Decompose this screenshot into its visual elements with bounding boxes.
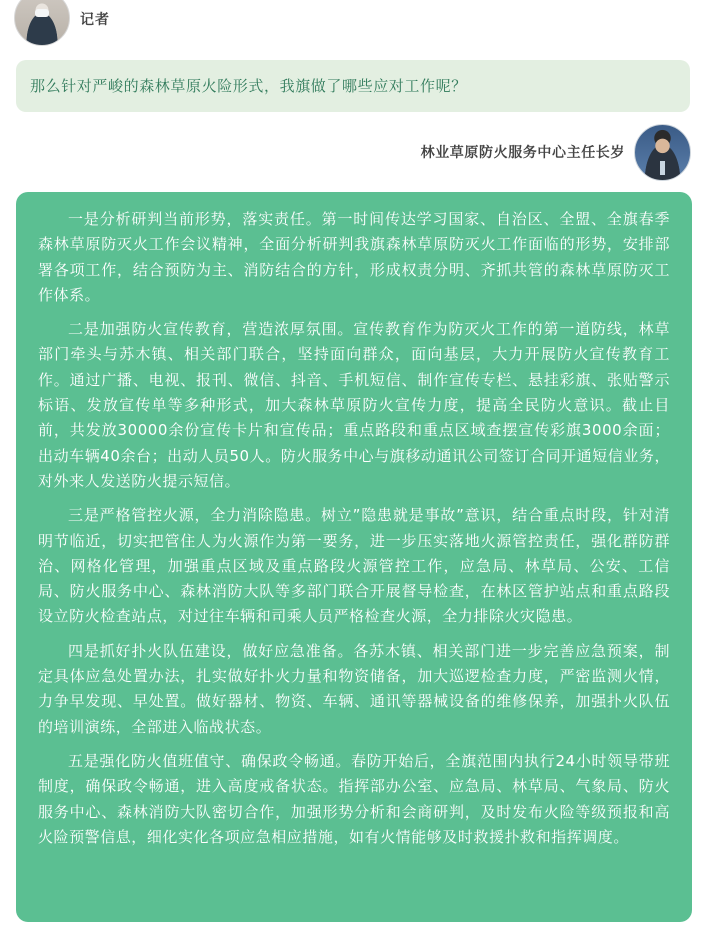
answer-paragraph-3: 三是严格管控火源，全力消除隐患。树立”隐患就是事故”意识，结合重点时段，针对清明节临近，切实把管住人为火源作为第一要务，进一步压实落地火源管控责任，强化群防群治、网格化管理，加强重点区域及重点路段火源管控工作，应急局、林草局、公安、工信局、防火服务中心、森林消防大队等多部门联合开展督导检查，在林区管护站点和重点路段设立防火检查站点，对过往车辆和司乘人员严格检查火源，全力排除火灾隐患。 — [38, 506, 670, 626]
face-mask-detail — [35, 9, 49, 17]
answer-paragraph-4: 四是抓好扑火队伍建设，做好应急准备。各苏木镇、相关部门进一步完善应急预案，制定具体应急处置办法，扎实做好扑火力量和物资储备，加大巡逻检查力度，严密监测火情，力争早发现、早处置。做好器材、物资、车辆、通讯等器械设备的维修保养，加强扑火队伍的培训演练，全部进入临战状态。 — [38, 641, 670, 736]
answer-bubble — [16, 192, 692, 922]
answer-paragraph-5: 五是强化防火值班值守、确保政令畅通。春防开始后，全旗范围内执行24小时领导带班制度，确保政令畅通，进入高度戒备状态。指挥部办公室、应急局、林草局、气象局、防火服务中心、森林消防大队密切合作，加强形势分析和会商研判，及时发布火险等级预报和高火险预警信息，细化实化各项应急相应措施，如有火情能够及时救援扑救和指挥调度。 — [38, 751, 670, 846]
answer-paragraph-1: 一是分析研判当前形势，落实责任。第一时间传达学习国家、自治区、全盟、全旗春季森林草原防灭火工作会议精神，全面分析研判我旗森林草原防灭火工作面临的形势，安排部署各项工作，结合预防为主、消防结合的方针，形成权责分明、齐抓共管的森林草原防灭工作体系。 — [38, 210, 670, 304]
answer-paragraph-2: 二是加强防火宣传教育，营造浓厚氛围。宣传教育作为防灭火工作的第一道防线，林草部门牵头与苏木镇、相关部门联合，坚持面向群众，面向基层，大力开展防火宣传教育工作。通过广播、电视、报刊、微信、抖音、手机短信、制作宣传专栏、悬挂彩旗、张贴警示标语、发放宣传单等多种形式，加大森林草原防火宣传力度，提高全民防火意识。截止目前，共发放30000余份宣传卡片和宣传品；重点路段和重点区域查摆宣传彩旗3000余面；出动车辆40余台；出动人员50人。防火服务中心与旗移动通讯公司签订合同开通短信业务，对外来人发送防火提示短信。 — [38, 320, 670, 490]
responder-name: 林业草原防火服务中心主任长岁 — [420, 145, 625, 161]
question-bubble — [16, 60, 690, 112]
responder-avatar — [634, 124, 691, 181]
shirt-detail — [660, 161, 665, 175]
reporter-avatar — [14, 0, 70, 46]
reporter-name: 记者 — [80, 12, 110, 28]
question-text: 那么针对严峻的森林草原火险形式，我旗做了哪些应对工作呢？ — [30, 77, 467, 95]
